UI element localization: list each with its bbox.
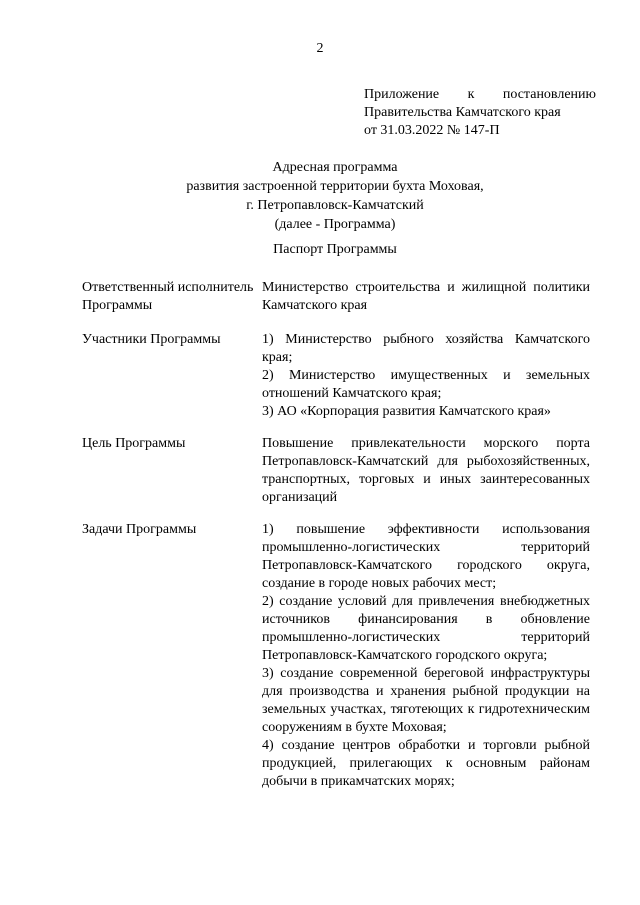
document-title <box>0 158 640 234</box>
row-tasks <box>82 521 590 791</box>
list-item: 1) Министерство рыбного хозяйства Камчатского края; <box>262 332 590 365</box>
title-line-3: г. Петропавловск-Камчатский <box>246 198 424 213</box>
list-item: 2) Министерство имущественных и земельных отношений Камчатского края; <box>262 368 590 401</box>
appendix-line-1: Приложение к постановлению <box>364 87 596 102</box>
list-item: 1) повышение эффективности использования промышленно-логистических территорий Петропавловск-Камчатского городского округа, создание в городе новых рабочих мест; <box>262 522 590 591</box>
passport-title: Паспорт Программы <box>273 242 397 257</box>
row-value: Министерство строительства и жилищной политики Камчатского края <box>262 280 590 313</box>
row-goal <box>82 435 590 507</box>
list-item: 3) АО «Корпорация развития Камчатского края» <box>262 404 551 419</box>
row-label: Задачи Программы <box>82 522 197 537</box>
row-value: Повышение привлекательности морского порта Петропавловск-Камчатский для рыбохозяйственных, транспортных, торговых и иных заинтересованных организаций <box>262 436 590 505</box>
list-item: 2) создание условий для привлечения внебюджетных источников финансирования в обновление промышленно-логистических территорий Петропавловск-Камчатского городского округа; <box>262 594 590 663</box>
row-label: Цель Программы <box>82 436 186 451</box>
row-label: Ответственный исполнитель Программы <box>82 280 254 313</box>
appendix-header <box>364 86 596 140</box>
row-participants <box>82 331 590 421</box>
title-line-4: (далее - Программа) <box>274 217 396 232</box>
row-responsible <box>82 279 590 315</box>
list-item: 4) создание центров обработки и торговли рыбной продукцией, прилегающих к основным районам добычи в прикамчатских морях; <box>262 738 590 789</box>
row-value <box>262 331 590 421</box>
appendix-line-3: от 31.03.2022 № 147-П <box>364 123 500 138</box>
page-number: 2 <box>316 41 324 56</box>
row-value <box>262 521 590 791</box>
title-line-1: Адресная программа <box>272 160 398 175</box>
appendix-line-2: Правительства Камчатского края <box>364 105 561 120</box>
row-label: Участники Программы <box>82 332 221 347</box>
list-item: 3) создание современной береговой инфраструктуры для производства и хранения рыбной продукции на земельных участках, тяготеющих к гидротехническим сооружениям в бухте Моховая; <box>262 666 590 735</box>
title-line-2: развития застроенной территории бухта Моховая, <box>186 179 484 194</box>
